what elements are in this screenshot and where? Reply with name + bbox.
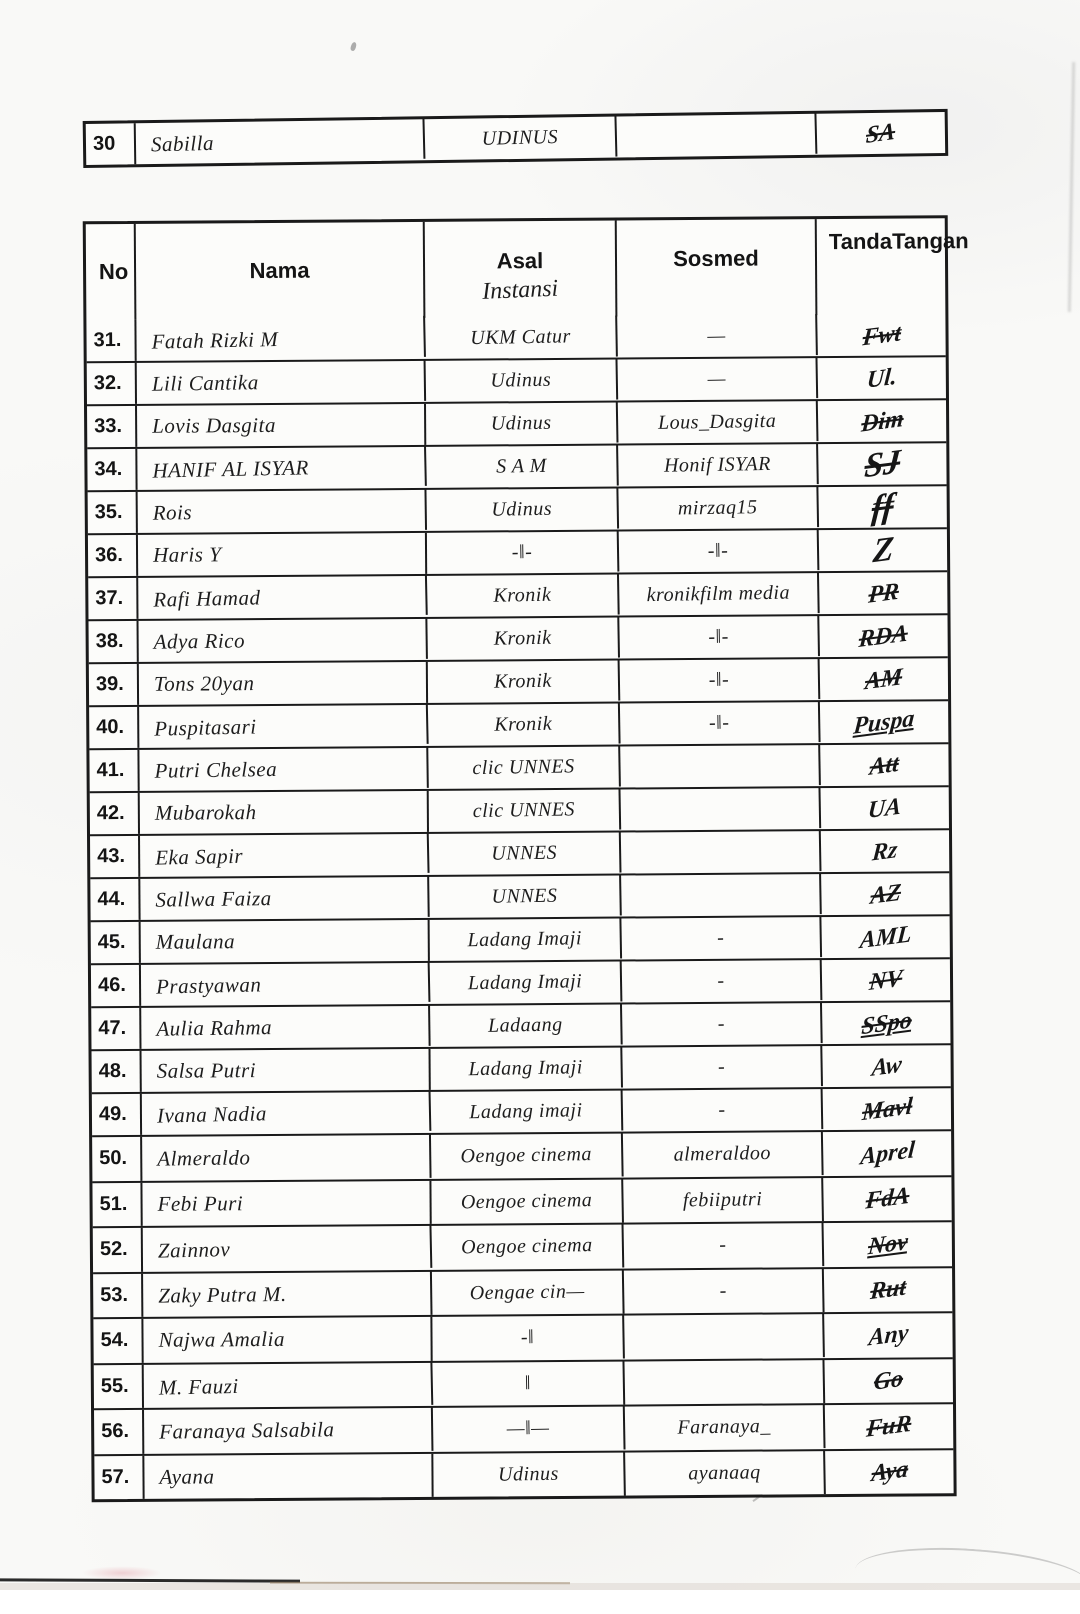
table-body (86, 314, 953, 1499)
table-row (93, 1311, 952, 1362)
name-cell: Febi Puri (142, 1180, 431, 1226)
row-number-cell: 53. (93, 1273, 143, 1317)
signature-scribble: ff (870, 486, 896, 527)
institution-cell: UDINUS (424, 116, 617, 162)
signature-scribble: Fwt (861, 319, 902, 351)
institution-cell: Oengoe cinema (431, 1133, 624, 1180)
table-row (92, 1175, 951, 1226)
signature-scribble: NV (868, 964, 904, 996)
signature-scribble: Att (868, 750, 901, 781)
header-ttd-line: n (955, 228, 969, 254)
row-number-cell: 51. (92, 1182, 142, 1226)
institution-cell: UNNES (429, 875, 622, 919)
institution-cell: Udinus (426, 402, 619, 446)
signature-cell (822, 1002, 950, 1044)
row-number-cell: 48. (92, 1051, 142, 1092)
signature-cell (818, 357, 946, 399)
institution-cell: Ladang Imaji (429, 918, 622, 962)
previous-row-table (83, 109, 949, 168)
social-cell: - (621, 916, 822, 960)
social-cell (621, 830, 822, 874)
table-row (90, 871, 949, 920)
row-number-cell: 54. (93, 1319, 143, 1363)
name-cell: Adya Rico (138, 618, 428, 663)
table-row (90, 785, 949, 834)
signature-scribble: AZ (869, 878, 902, 910)
name-cell: Zainnov (142, 1224, 432, 1274)
row-number-cell: 43. (90, 836, 140, 877)
social-cell: Honif ISYAR (618, 443, 819, 487)
row-number-cell: 41. (89, 750, 139, 791)
signature-cell (824, 1268, 952, 1312)
table-row (92, 1043, 951, 1092)
table-row (88, 527, 947, 576)
signature-cell (817, 112, 946, 155)
social-cell: -‖- (620, 658, 821, 702)
social-cell (624, 1359, 825, 1406)
institution-cell: Kronik (428, 703, 621, 747)
signature-cell (825, 1404, 953, 1448)
institution-cell: ‖ (432, 1360, 625, 1407)
header-tanda-tangan (817, 218, 969, 315)
name-cell: Sallwa Faiza (140, 876, 430, 921)
row-number-cell: 42. (90, 793, 140, 834)
institution-cell: UKM Catur (425, 316, 618, 360)
header-nama: Nama (136, 222, 426, 320)
social-cell (621, 873, 822, 917)
paper-edge-shadow (0, 1583, 1080, 1590)
signature-scribble: AM (864, 663, 904, 695)
name-cell: Fatah Rizki M (136, 316, 426, 363)
signature-scribble: UA (867, 792, 903, 824)
social-cell (620, 744, 821, 788)
social-cell: kronikfilm media (619, 572, 820, 616)
signature-cell (820, 744, 948, 786)
signature-scribble: Puspa (852, 704, 916, 740)
name-cell: Faranaya Salsabila (144, 1407, 434, 1455)
institution-cell: Udinus (426, 359, 619, 403)
name-cell: Maulana (141, 920, 430, 963)
signature-scribble: Aya (870, 1456, 909, 1488)
institution-cell: Kronik (428, 660, 621, 704)
row-number-cell: 45. (91, 922, 141, 963)
row-number-cell: 40. (89, 707, 139, 748)
social-cell: -‖- (619, 529, 820, 573)
name-cell: Putri Chelsea (139, 747, 429, 792)
signature-scribble: Rz (871, 836, 899, 867)
header-asal-label: Asal (496, 248, 544, 274)
scan-speck (350, 41, 358, 51)
signature-cell (820, 658, 948, 700)
signature-scribble: Rut (869, 1274, 908, 1306)
table-row (88, 484, 947, 533)
signature-scribble: Z (871, 529, 895, 570)
table-row (93, 1266, 952, 1317)
institution-cell: Oengoe cinema (432, 1224, 625, 1271)
signature-cell (821, 830, 949, 872)
signature-cell (822, 916, 950, 958)
social-cell: -‖- (620, 701, 821, 745)
signature-scribble: FdA (864, 1182, 911, 1216)
signature-scribble: Nov (866, 1228, 909, 1261)
institution-cell: Kronik (427, 574, 620, 618)
signature-scribble: Dim (859, 405, 905, 438)
name-cell: Salsa Putri (142, 1049, 431, 1092)
signature-cell (825, 1450, 953, 1494)
social-cell: Faranaya_ (625, 1404, 826, 1451)
row-number-cell: 36. (88, 535, 138, 576)
social-cell: — (617, 357, 818, 401)
row-number-cell: 31. (86, 320, 136, 361)
signature-cell (822, 959, 950, 1001)
table-row (89, 699, 948, 748)
row-number-cell: 44. (90, 879, 140, 920)
table-row (86, 112, 945, 165)
table-row (87, 355, 946, 404)
signature-scribble: PR (867, 577, 900, 609)
social-cell (624, 1313, 825, 1360)
signature-scribble: SSpo (860, 1006, 913, 1040)
table-row (92, 1129, 951, 1180)
signature-scribble: Ul. (865, 363, 898, 394)
signature-cell (823, 1177, 951, 1221)
social-cell: febiiputri (623, 1177, 824, 1224)
name-cell: Mubarokah (140, 791, 429, 834)
signature-scribble: SA (865, 118, 897, 149)
social-cell: ayanaaq (625, 1450, 826, 1497)
name-cell: Tons 20yan (139, 662, 428, 705)
signature-scribble: AML (858, 920, 913, 954)
signature-scribble: SJ (863, 442, 902, 485)
signature-cell (819, 615, 947, 657)
header-ttd-line: Tanda (828, 228, 893, 255)
row-number-cell: 30 (86, 123, 137, 165)
signature-scribble: Aprel (859, 1136, 916, 1171)
institution-cell: Oengoe cinema (431, 1178, 624, 1225)
row-number-cell: 57. (94, 1455, 144, 1499)
row-number-cell: 56. (94, 1410, 144, 1454)
social-cell (621, 787, 822, 831)
scan-smudge (82, 1566, 162, 1580)
table-row (91, 914, 950, 963)
name-cell: Lili Cantika (137, 360, 427, 405)
institution-cell: S A M (426, 445, 619, 489)
social-cell: - (624, 1222, 825, 1269)
signature-cell (819, 486, 947, 528)
table-row (88, 570, 947, 619)
name-cell: Aulia Rahma (141, 1005, 431, 1050)
row-number-cell: 34. (87, 449, 137, 490)
signature-scribble: Mavl (860, 1092, 914, 1126)
table-row (89, 613, 948, 662)
table-row (87, 441, 946, 490)
signature-cell (823, 1131, 951, 1175)
name-cell: Rafi Hamad (138, 574, 428, 621)
table-row (89, 656, 948, 705)
signature-cell (824, 1313, 952, 1357)
name-cell: HANIF AL ISYAR (137, 445, 427, 492)
signature-scribble: FuR (865, 1410, 913, 1443)
row-number-cell: 46. (91, 965, 141, 1006)
name-cell: M. Fauzi (143, 1360, 433, 1410)
signature-scribble: Any (867, 1319, 910, 1352)
row-number-cell: 33. (87, 406, 137, 447)
social-cell (616, 113, 817, 159)
signature-cell (818, 443, 946, 485)
signature-cell (820, 701, 948, 743)
row-number-cell: 32. (87, 363, 137, 404)
name-cell: Haris Y (138, 533, 427, 576)
table-row (91, 957, 950, 1006)
signature-cell (819, 529, 947, 571)
name-cell: Eka Sapir (140, 832, 430, 879)
social-cell: - (624, 1268, 825, 1315)
social-cell: mirzaq15 (618, 486, 819, 530)
signature-cell (821, 787, 949, 829)
institution-cell: Udinus (433, 1451, 626, 1498)
institution-cell: Ladang Imaji (430, 961, 623, 1005)
paper-edge-line (270, 1582, 570, 1585)
row-number-cell: 55. (94, 1364, 144, 1408)
institution-handwritten-label: Instansi (481, 275, 559, 305)
social-cell: -‖- (619, 615, 820, 659)
name-cell: Rois (137, 489, 427, 534)
attendance-table (83, 215, 969, 1502)
table-row (86, 314, 945, 361)
row-number-cell: 49. (92, 1094, 142, 1135)
header-ttd-line: Tanga (891, 228, 956, 254)
header-asal (425, 221, 618, 318)
signature-cell (824, 1222, 952, 1266)
signature-cell (821, 873, 949, 915)
table-row (90, 828, 949, 877)
table-row (92, 1086, 951, 1135)
signature-cell (819, 572, 947, 614)
signature-cell (818, 400, 946, 442)
institution-cell: clic UNNES (428, 746, 621, 790)
table-row (87, 398, 946, 447)
scan-streak (1068, 62, 1075, 312)
institution-cell: -‖- (427, 531, 620, 575)
institution-cell: clic UNNES (429, 789, 622, 833)
signature-scribble: Aw (870, 1050, 903, 1082)
institution-cell: Udinus (426, 488, 619, 532)
row-number-cell: 52. (93, 1228, 143, 1272)
row-number-cell: 47. (91, 1008, 141, 1049)
institution-cell: Kronik (427, 617, 620, 661)
row-number-cell: 50. (92, 1137, 142, 1181)
name-cell: Sabilla (136, 118, 426, 166)
social-cell: - (622, 959, 823, 1003)
social-cell: - (622, 1045, 823, 1089)
table-row (91, 1000, 950, 1049)
social-cell: Lous_Dasgita (618, 400, 819, 444)
institution-cell: Ladang Imaji (430, 1047, 623, 1091)
header-no: No (86, 224, 137, 320)
row-number-cell: 37. (88, 578, 138, 619)
table-row (93, 1220, 952, 1271)
row-number-cell: 39. (89, 664, 139, 705)
table-row (94, 1357, 953, 1408)
row-number-cell: 38. (89, 621, 139, 662)
header-sosmed: Sosmed (617, 219, 818, 316)
name-cell: Puspitasari (139, 703, 429, 750)
paper-edge-line (0, 1578, 300, 1582)
table-row (89, 742, 948, 791)
name-cell: Zaky Putra M. (143, 1270, 433, 1318)
name-cell: Ayana (144, 1453, 433, 1499)
social-cell: — (617, 314, 818, 358)
signature-cell (825, 1359, 953, 1403)
name-cell: Lovis Dasgita (137, 404, 426, 447)
social-cell: - (623, 1088, 824, 1132)
institution-cell: Oengae cin— (432, 1269, 625, 1316)
social-cell: - (622, 1002, 823, 1046)
paper-edge-curve (853, 1541, 1080, 1614)
social-cell: almeraldoo (623, 1131, 824, 1178)
row-number-cell: 35. (88, 492, 138, 533)
institution-cell: Ladaang (430, 1004, 623, 1048)
name-cell: Prastyawan (141, 961, 431, 1008)
name-cell: Ivana Nadia (142, 1090, 432, 1137)
institution-cell: —‖— (433, 1406, 626, 1453)
institution-cell: -‖ (432, 1315, 625, 1362)
table-header-row (86, 218, 969, 320)
institution-cell: Ladang imaji (431, 1090, 624, 1134)
signature-scribble: RDA (858, 619, 910, 653)
table-row (94, 1448, 953, 1499)
institution-cell: UNNES (429, 832, 622, 876)
name-cell: Najwa Amalia (143, 1317, 432, 1363)
name-cell: Almeraldo (142, 1134, 432, 1182)
signature-cell (817, 314, 945, 356)
signature-cell (823, 1088, 951, 1130)
signature-cell (822, 1045, 950, 1087)
signature-scribble: Go (873, 1365, 905, 1397)
table-row (94, 1402, 953, 1453)
